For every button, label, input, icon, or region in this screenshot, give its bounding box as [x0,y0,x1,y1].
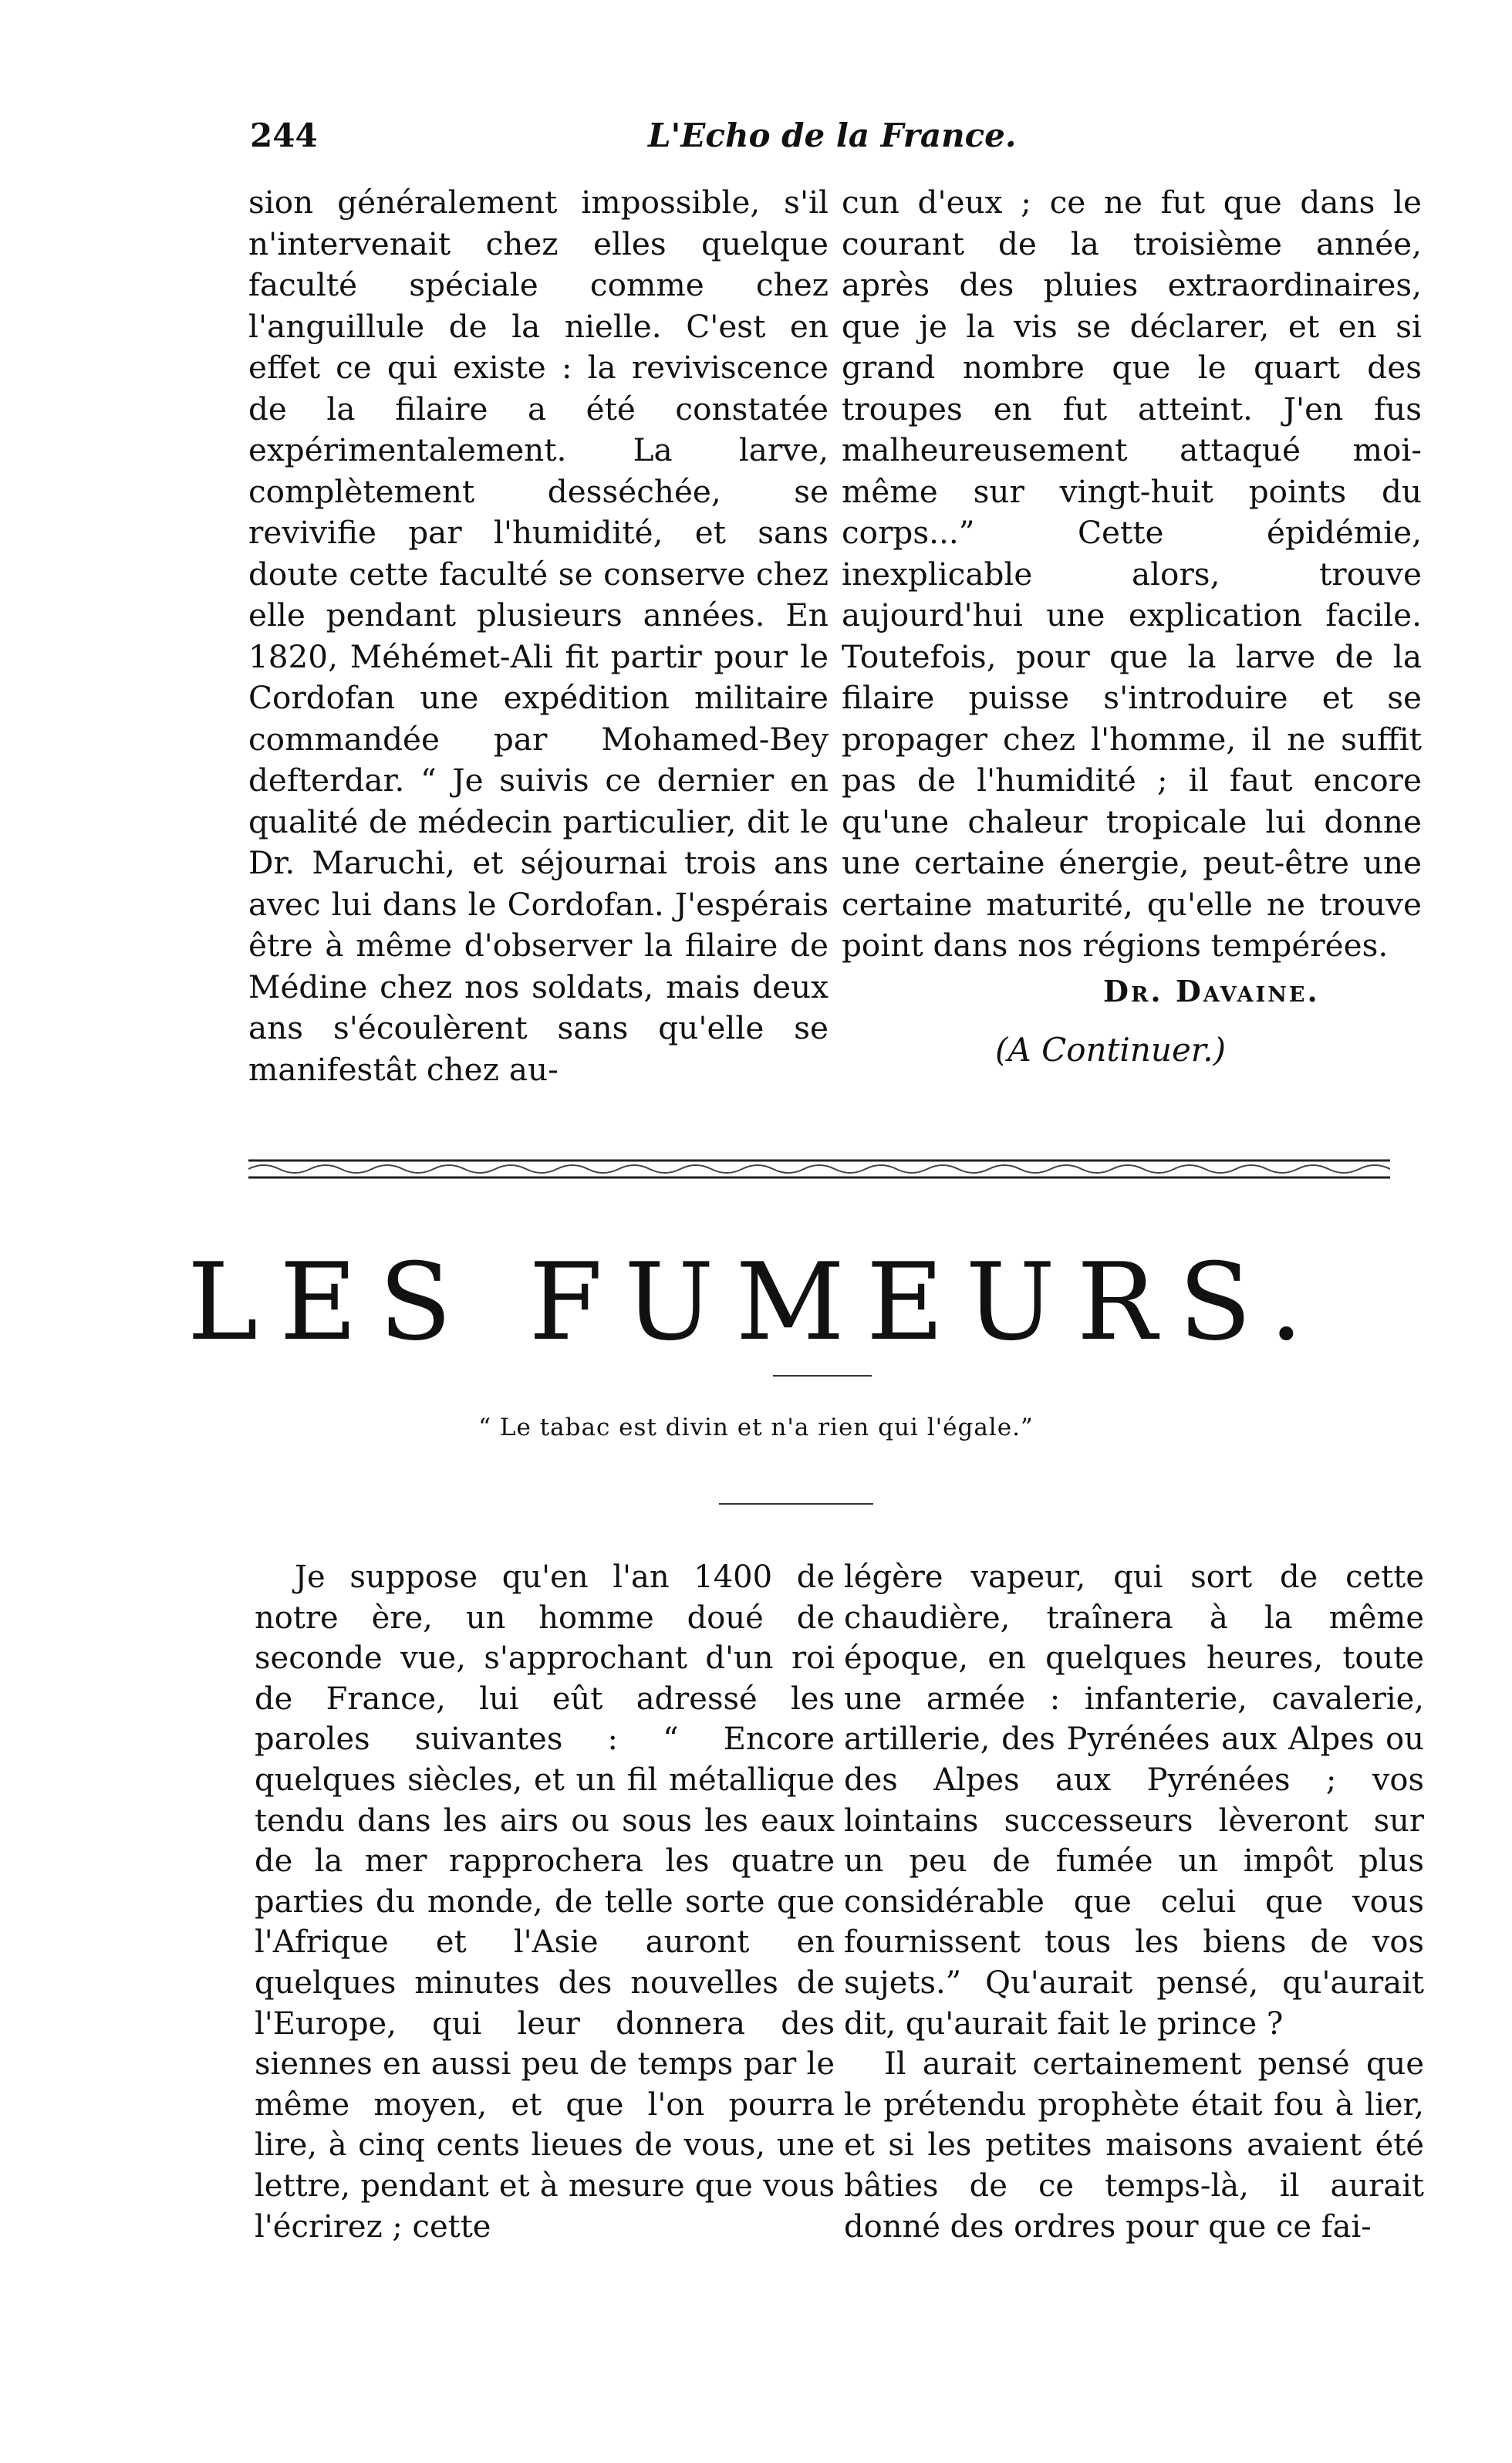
article1-right-column [842,182,1422,967]
article2-right-column [844,1557,1424,2247]
article2-right-paragraph-2: Il aurait certainement pensé que le prétendu prophète était fou à lier, et si les petites maisons avaient été bâties de ce temps-là, il aurait donné des ordres pour que ce fai- [844,2046,1424,2245]
article2-title: LES FUMEURS. [187,1240,1325,1364]
article1-left-column [248,182,829,1090]
to-be-continued: (A Continuer.) [995,1031,1227,1069]
article1-right-text: cun d'eux ; ce ne fut que dans le courant de la troisième année, après des pluies extraordinaires, que je la vis se déclarer, et en si grand nombre que le quart des troupes en fut atteint. J'en fus malheureusement attaqué moi-même sur vingt-huit points du corps...” Cette épidémie, inexplicable alors, trouve aujourd'hui une explication facile. Toutefois, pour que la larve de la filaire puisse s'introduire et se propager chez l'homme, il ne suffit pas de l'humidité ; il faut encore qu'une chaleur tropicale lui donne une certaine énergie, peut-être une certaine maturité, qu'elle ne trouve point dans nos régions tempérées. [842,184,1422,964]
page-number: 244 [250,117,318,154]
title-rule [773,1375,872,1377]
article2-epigraph: “ Le tabac est divin et n'a rien qui l'égale.” [478,1414,1034,1441]
article1-left-text: sion généralement impossible, s'il n'intervenait chez elles quelque faculté spéciale comme chez l'anguillule de la nielle. C'est en effet ce qui existe : la reviviscence de la filaire a été constatée expérimentalement. La larve, complètement desséchée, se revivifie par l'humidité, et sans doute cette faculté se conserve chez elle pendant plusieurs années. En 1820, Méhémet-Ali fit partir pour le Cordofan une expédition militaire commandée par Mohamed-Bey defterdar. “ Je suivis ce dernier en qualité de médecin particulier, dit le Dr. Maruchi, et séjournai trois ans avec lui dans le Cordofan. J'espérais être à même d'observer la filaire de Médine chez nos soldats, mais deux ans s'écoulèrent sans qu'elle se manifestât chez au- [248,184,829,1088]
article2-left-text: Je suppose qu'en l'an 1400 de notre ère, un homme doué de seconde vue, s'approchant d'un roi de France, lui eût adressé les paroles suivantes : “ Encore quelques siècles, et un fil métallique tendu dans les airs ou sous les eaux de la mer rapprochera les quatre parties du monde, de telle sorte que l'Afrique et l'Asie auront en quelques minutes des nouvelles de l'Europe, qui leur donnera des siennes en aussi peu de temps par le même moyen, et que l'on pourra lire, à cinq cents lieues de vous, une lettre, pendant et à mesure que vous l'écrirez ; cette [255,1559,835,2245]
article2-left-column [255,1557,835,2247]
author-signature: Dr. Davaine. [1103,974,1320,1009]
epigraph-rule [719,1503,873,1505]
running-title: L'Echo de la France. [648,117,1017,154]
article2-right-paragraph-1: légère vapeur, qui sort de cette chaudière, traînera à la même époque, en quelques heures, toute une armée : infanterie, cavalerie, artillerie, des Pyrénées aux Alpes ou des Alpes aux Pyrénées ; vos lointains successeurs lèveront sur un peu de fumée un impôt plus considérable que celui que vous fournissent tous les biens de vos sujets.” Qu'aurait pensé, qu'aurait dit, qu'aurait fait le prince ? [844,1559,1424,2042]
ornamental-divider [248,1156,1390,1182]
